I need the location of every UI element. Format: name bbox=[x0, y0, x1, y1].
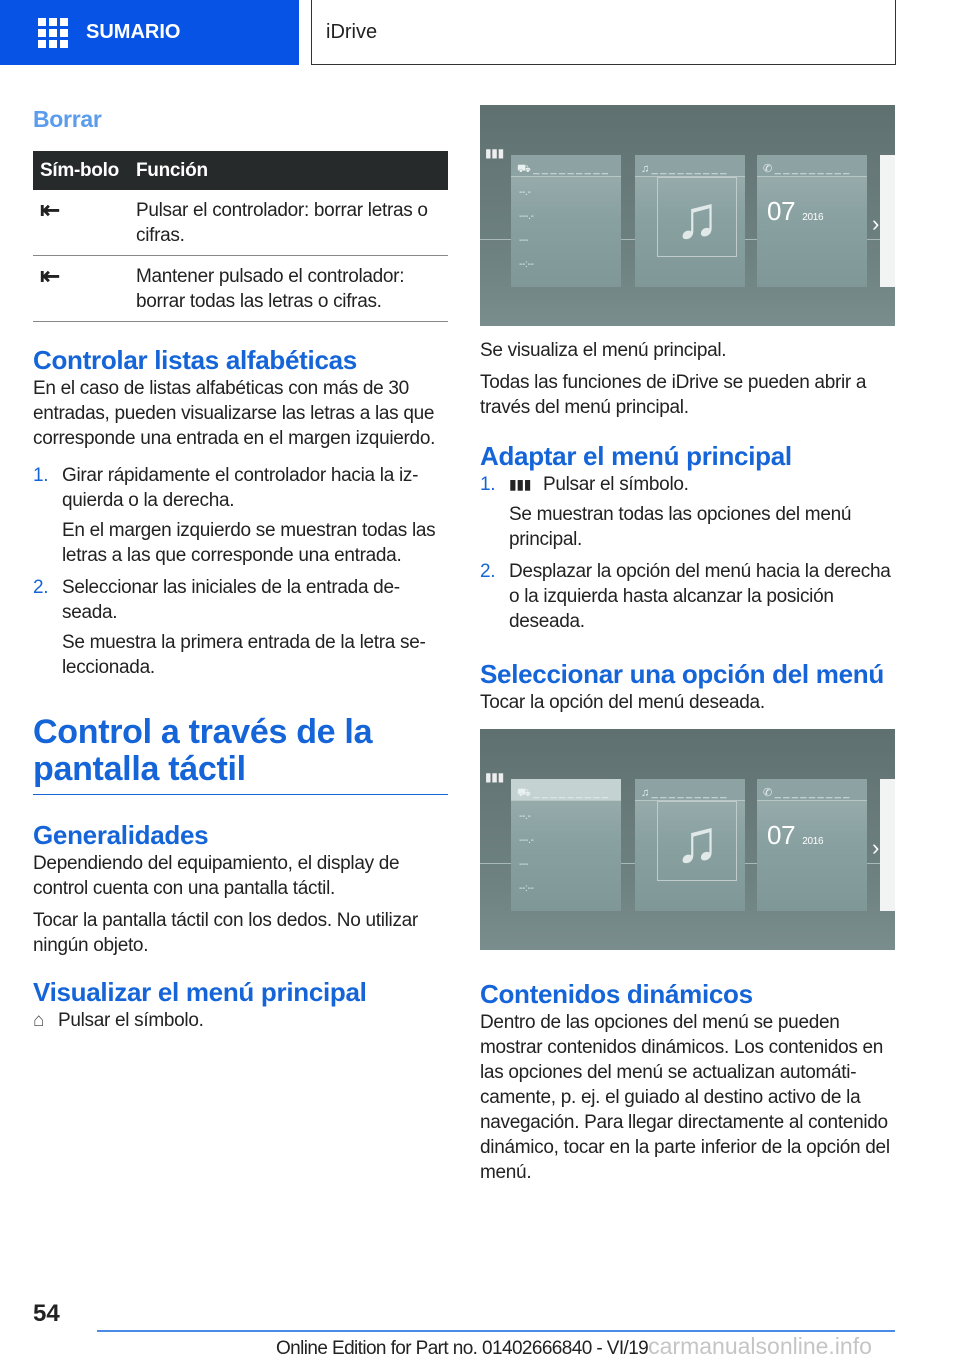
paragraph: Tocar la pantalla táctil con los dedos. No utilizar ningún objeto. bbox=[33, 910, 418, 956]
list-item bbox=[33, 463, 448, 513]
chevron-right-icon: › bbox=[872, 211, 880, 236]
heading-select: Seleccionar una opción del menú bbox=[480, 659, 884, 689]
paragraph: Pulsar el símbolo. bbox=[57, 1010, 204, 1031]
step-num: 2. bbox=[480, 561, 496, 582]
row-text: Pulsar el controlador: borrar letras o cifras. bbox=[129, 190, 448, 256]
delete-symbol-icon: ⇤ bbox=[33, 190, 129, 256]
step-sub: En el margen izquierdo se muestran todas las letras a las que corresponde una entrada. bbox=[62, 520, 436, 566]
th-symbol: Sím-bolo bbox=[33, 151, 129, 190]
delete-symbol-icon: ⇤ bbox=[33, 256, 129, 322]
step-text: Girar rápidamente el controlador hacia la izquierda o la derecha. bbox=[62, 465, 419, 511]
heading-dynamic: Contenidos dinámicos bbox=[480, 979, 753, 1009]
music-icon: ♫ bbox=[657, 801, 737, 881]
idrive-screenshot-2 bbox=[480, 729, 895, 950]
chevron-right-icon: › bbox=[872, 835, 880, 860]
menu-tiles-icon: ▮▮▮ bbox=[485, 146, 504, 160]
list-item bbox=[33, 575, 448, 625]
table-row bbox=[33, 190, 448, 256]
left-column bbox=[33, 103, 448, 1040]
music-tile: ♫ _ _ _ _ _ _ _ _ _ ♫ bbox=[635, 779, 745, 911]
step-num: 1. bbox=[480, 474, 496, 495]
right-column bbox=[480, 105, 895, 1192]
alpha-intro: En el caso de listas alfabéticas con más de 30 entradas, pueden visualizarse las letras a las que corresponde una entrada en el margen izquierdo. bbox=[33, 378, 436, 449]
table-row bbox=[33, 256, 448, 322]
idrive-screenshot bbox=[480, 105, 895, 326]
music-tile: ♫ _ _ _ _ _ _ _ _ _ ♫ bbox=[635, 155, 745, 287]
step-text: Pulsar el símbolo. bbox=[543, 474, 689, 495]
step-num: 2. bbox=[33, 577, 49, 598]
paragraph: Dependiendo del equipamiento, el display de control cuenta con una pantalla táctil. bbox=[33, 853, 400, 899]
toc-button[interactable] bbox=[0, 0, 299, 65]
list-item bbox=[480, 559, 895, 634]
step-text: Seleccionar las iniciales de la entrada deseada. bbox=[62, 577, 401, 623]
toc-label: SUMARIO bbox=[86, 21, 181, 43]
list-item bbox=[480, 472, 895, 497]
heading-borrar: Borrar bbox=[33, 106, 102, 132]
page-number: 54 bbox=[33, 1300, 60, 1327]
step-sub: Se muestran todas las opciones del menú principal. bbox=[509, 504, 852, 550]
symbol-table bbox=[33, 151, 448, 322]
paragraph: Dentro de las opciones del menú se pueden mostrar contenidos dinámicos. Los contenidos en las opciones del menú se actualizan automáticamente, p. ej. el guiado al destino activo de la navegación. Para llegar directamente al contenido dinámico, tocar en la parte inferior de la opción del menú. bbox=[480, 1012, 890, 1183]
vehicle-tile: ⛟ _ _ _ _ _ _ _ _ _ --.- ---.- --- --:-- bbox=[511, 155, 621, 287]
th-function: Función bbox=[129, 151, 448, 190]
music-icon: ♫ bbox=[657, 177, 737, 257]
heading-alpha: Controlar listas alfabéticas bbox=[33, 345, 357, 375]
footer-divider bbox=[97, 1330, 895, 1332]
heading-touch: Control a través de la pantalla táctil bbox=[33, 714, 448, 795]
grid-icon bbox=[38, 18, 68, 48]
home-icon: ⌂ bbox=[33, 1010, 45, 1031]
vehicle-tile: ⛟ _ _ _ _ _ _ _ _ _ --.- ---.- --- --:-- bbox=[511, 779, 621, 911]
section-title: iDrive bbox=[326, 20, 378, 43]
calendar-tile: ✆ _ _ _ _ _ _ _ _ _ 07 2016 bbox=[757, 155, 867, 287]
paragraph: Todas las funciones de iDrive se pueden abrir a través del menú principal. bbox=[480, 372, 867, 418]
step-text: Desplazar la opción del menú hacia la derecha o la izquierda hasta alcanzar la posición deseada. bbox=[509, 561, 891, 632]
row-text: Mantener pulsado el controlador: borrar todas las letras o cifras. bbox=[129, 256, 448, 322]
heading-adapt: Adaptar el menú principal bbox=[480, 441, 792, 471]
section-tab[interactable] bbox=[311, 0, 896, 65]
footer-edition: Online Edition for Part no. 01402666840 - VI/19carmanualsonline.info bbox=[276, 1333, 872, 1359]
step-sub: Se muestra la primera entrada de la letra seleccionada. bbox=[62, 632, 426, 678]
heading-show-menu: Visualizar el menú principal bbox=[33, 977, 367, 1007]
menu-tiles-icon: ▮▮▮ bbox=[485, 770, 504, 784]
paragraph: Se visualiza el menú principal. bbox=[480, 340, 727, 361]
heading-general: Generalidades bbox=[33, 820, 209, 850]
menu-tiles-icon: ▮▮▮ bbox=[509, 476, 532, 492]
calendar-tile: ✆ _ _ _ _ _ _ _ _ _ 07 2016 bbox=[757, 779, 867, 911]
paragraph: Tocar la opción del menú deseada. bbox=[480, 692, 765, 713]
watermark: carmanualsonline.info bbox=[648, 1333, 872, 1359]
step-num: 1. bbox=[33, 465, 49, 486]
